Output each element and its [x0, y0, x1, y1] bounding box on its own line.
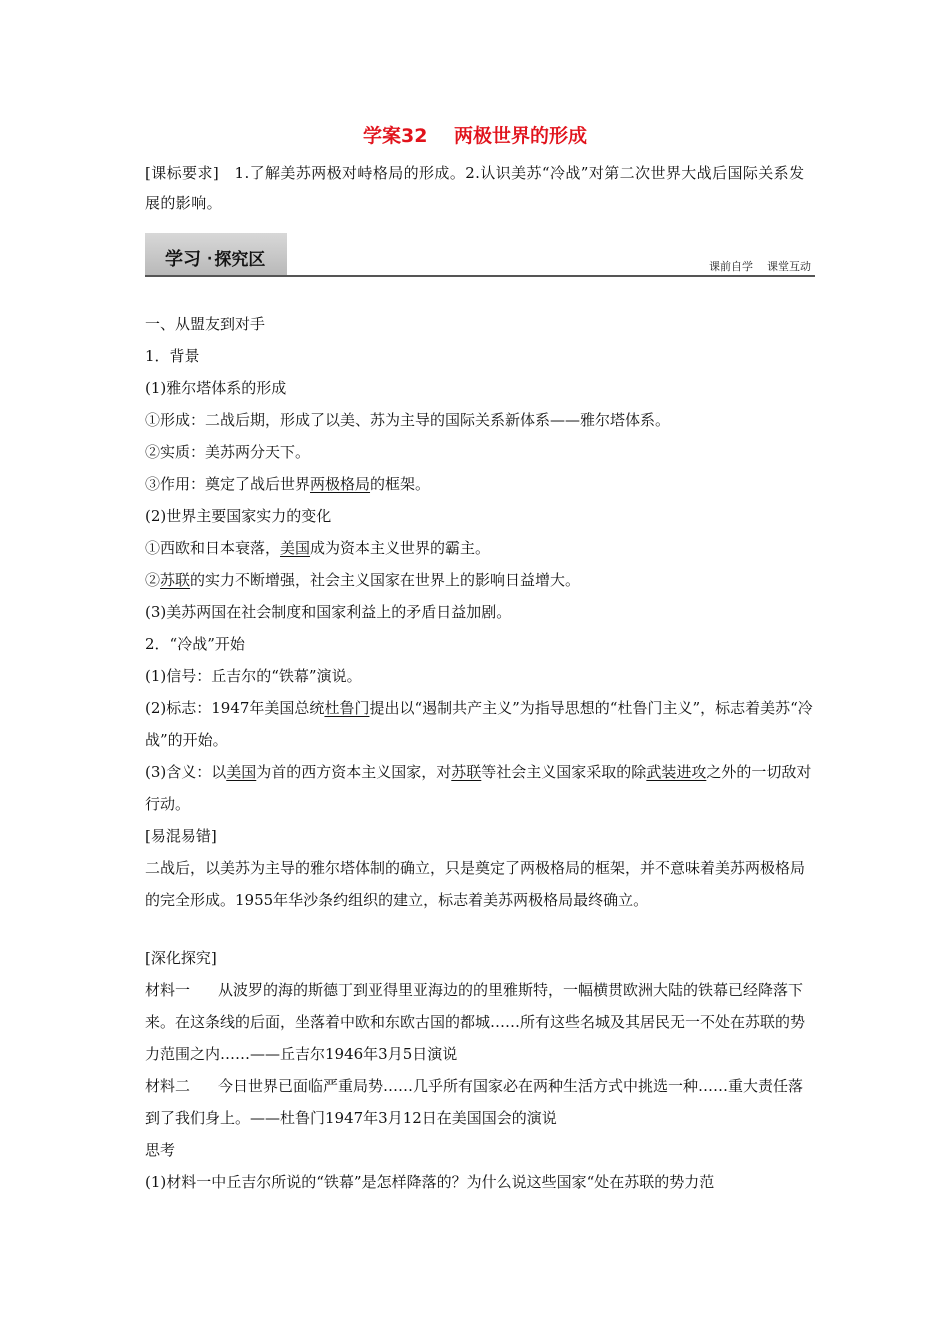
main-content — [145, 308, 817, 1198]
heading-yalta: (1)雅尔塔体系的形成 — [145, 379, 287, 397]
answer-blank: 美国 — [280, 539, 311, 557]
banner-title — [165, 245, 265, 271]
power-change-2: ②苏联的实力不断增强，社会主义国家在世界上的影响日益增大。 — [145, 571, 581, 589]
power-change-1: ①西欧和日本衰落，美国成为资本主义世界的霸主。 — [145, 539, 491, 557]
us-soviet-conflict: (3)美苏两国在社会制度和国家利益上的矛盾日益加剧。 — [145, 603, 512, 621]
question-1: (1)材料一中丘吉尔所说的“铁幕”是怎样降落的？为什么说这些国家“处在苏联的势力范 — [145, 1173, 715, 1191]
yalta-essence: ②实质：美苏两分天下。 — [145, 443, 311, 461]
lesson-topic: 两极世界的形成 — [453, 125, 587, 147]
lesson-number: 学案32 — [363, 125, 428, 147]
material-1: 材料一 从波罗的海的斯德丁到亚得里亚海边的的里雅斯特，一幅横贯欧洲大陆的铁幕已经降落下来。在这条线的后面，坐落着中欧和东欧古国的都城……所有这些名城及其居民无一不处在苏联的势力范围之内……——丘吉尔1946年3月5日演说 — [145, 981, 806, 1063]
cold-war-signal: (1)信号：丘吉尔的“铁幕”演说。 — [145, 667, 362, 685]
banner-label-main: 学习 — [165, 249, 201, 270]
heading-confusable: [易混易错] — [145, 827, 217, 845]
heading-section-1: 一、从盟友到对手 — [145, 315, 266, 333]
answer-blank: 苏联 — [160, 571, 191, 589]
banner-dot: · — [207, 251, 213, 267]
material-2: 材料二 今日世界已面临严重局势……几乎所有国家必在两种生活方式中挑选一种……重大责任落到了我们身上。——杜鲁门1947年3月12日在美国国会的演说 — [145, 1077, 804, 1127]
heading-power-change: (2)世界主要国家实力的变化 — [145, 507, 332, 525]
cold-war-meaning: (3)含义：以美国为首的西方资本主义国家，对苏联等社会主义国家采取的除武装进攻之外的一切敌对行动。 — [145, 763, 812, 813]
banner-tags — [709, 258, 811, 274]
tag-classroom: 课堂互动 — [767, 260, 811, 273]
confusable-text: 二战后，以美苏为主导的雅尔塔体制的确立，只是奠定了两极格局的框架，并不意味着美苏两极格局的完全形成。1955年华沙条约组织的建立，标志着美苏两极格局最终确立。 — [145, 859, 806, 909]
yalta-formation: ①形成：二战后期，形成了以美、苏为主导的国际关系新体系——雅尔塔体系。 — [145, 411, 671, 429]
cold-war-mark: (2)标志：1947年美国总统杜鲁门提出以“遏制共产主义”为指导思想的“杜鲁门主义”，标志着美苏“冷战”的开始。 — [145, 699, 813, 749]
answer-blank: 两极格局 — [310, 475, 371, 493]
answer-blank: 武装进攻 — [646, 763, 707, 781]
banner-divider — [145, 275, 815, 277]
material-2-label: 材料二 — [145, 1077, 191, 1095]
heading-background: 1．背景 — [145, 347, 200, 365]
banner-label-sub: 探究区 — [214, 250, 266, 270]
heading-think: 思考 — [145, 1141, 176, 1159]
tag-preview: 课前自学 — [709, 260, 753, 273]
answer-blank: 苏联 — [451, 763, 482, 781]
page-title — [0, 124, 950, 148]
heading-deep-inquiry: [深化探究] — [145, 949, 217, 967]
heading-cold-war-start: 2．“冷战”开始 — [145, 635, 245, 653]
material-1-label: 材料一 — [145, 981, 191, 999]
answer-blank: 美国 — [226, 763, 257, 781]
curriculum-requirements: [课标要求] 1.了解美苏两极对峙格局的形成。2.认识美苏“冷战”对第二次世界大战后国际关系发展的影响。 — [145, 164, 805, 212]
answer-blank: 杜鲁门 — [324, 699, 370, 717]
yalta-effect: ③作用：奠定了战后世界两极格局的框架。 — [145, 475, 431, 493]
section-banner — [145, 233, 815, 279]
